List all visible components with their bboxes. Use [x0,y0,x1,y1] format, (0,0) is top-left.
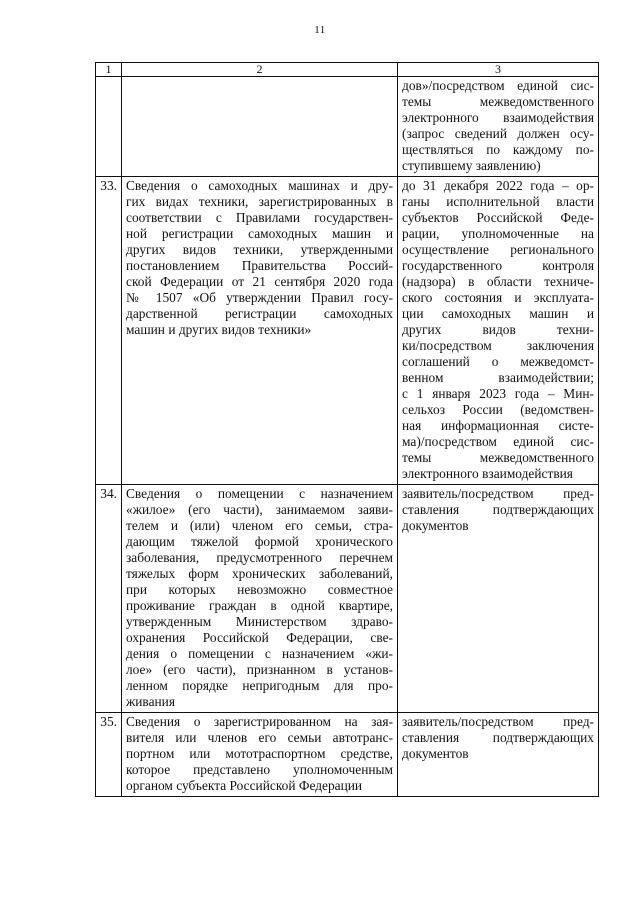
text-line: Сведения о самоходных машинах и дру- [126,178,393,193]
text-line: заболевания, предусмотренного перечнем [126,550,393,565]
text-line: тяжелых форм хронических заболеваний, [126,566,393,581]
text-line: темы межведомственного [402,450,594,465]
text-line: венном взаимодействии; [402,370,594,385]
text-line: Сведения о зарегистрированном на зая- [126,714,393,729]
row-number: 35. [96,713,122,797]
text-line: рации, уполномоченные на [402,226,594,241]
text-line: соответствии с Правилами государствен- [126,210,393,225]
info-source-cell [398,177,599,485]
text-line: документов [402,518,469,533]
info-source-cell [398,77,599,177]
text-line: ществляться по каждому по- [402,142,594,157]
text-line: государственного контроля [402,258,594,273]
text-line: дающим тяжелой формой хронического [126,534,393,549]
info-source-cell [398,713,599,797]
info-description-cell [122,485,398,713]
table-row [96,77,599,177]
info-source-cell [398,485,599,713]
text-line: при которых невозможно совместное [126,582,393,597]
info-description-cell [122,177,398,485]
text-line: сельхоз России (ведомствен- [402,402,594,417]
header-col-1: 1 [96,63,122,77]
requirements-table [95,62,599,797]
table-row [96,485,599,713]
text-line: гих видах техники, зарегистрированных в [126,194,393,209]
text-line: ной регистрации самоходных машин и [126,226,393,241]
text-line: других видов техни- [402,322,594,337]
text-line: (надзора) в области техниче- [402,274,594,289]
text-line: № 1507 «Об утверждении Правил госу- [126,290,393,305]
text-line: заявитель/посредством пред- [402,714,594,729]
text-line: ки/посредством заключения [402,338,594,353]
info-description-cell [122,713,398,797]
text-line: документов [402,746,469,761]
text-line: Сведения о помещении с назначением [126,486,393,501]
text-line: ставления подтверждающих [402,730,594,745]
text-line: утвержденным Министерством здраво- [126,614,393,629]
text-line: ции самоходных машин и [402,306,594,321]
text-line: которое представлено уполномоченным [126,762,393,777]
header-col-2: 2 [122,63,398,77]
text-line: ма)/посредством единой сис- [402,434,594,449]
text-line: дов»/посредством единой сис- [402,78,594,93]
text-line: ской Федерации от 21 сентября 2020 года [126,274,393,289]
text-line: охранения Российской Федерации, све- [126,630,393,645]
text-line: с 1 января 2023 года – Мин- [402,386,594,401]
text-line: осуществление регионального [402,242,594,257]
text-line: дения о помещении с назначением «жи- [126,646,393,661]
text-line: «жилое» (его части), занимаемом заяви- [126,502,393,517]
text-line: живания [126,694,175,709]
text-line: дарственной регистрации самоходных [126,306,393,321]
text-line: субъектов Российской Феде- [402,210,594,225]
text-line: ленном порядке непригодным для про- [126,678,393,693]
text-line: темы межведомственного [402,94,594,109]
text-line: электронного взаимодействия [402,466,573,481]
row-number [96,77,122,177]
text-line: портном или мототраспортном средстве, [126,746,393,761]
page-number: 11 [314,24,326,36]
info-description-cell [122,77,398,177]
text-line: проживание граждан в одной квартире, [126,598,393,613]
text-line: телем и (или) членом его семьи, стра- [126,518,393,533]
text-line: (запрос сведений должен осу- [402,126,594,141]
text-line: заявитель/посредством пред- [402,486,594,501]
text-line: других видов техники, утвержденными [126,242,393,257]
row-number: 34. [96,485,122,713]
text-line: ставления подтверждающих [402,502,594,517]
text-line: лое» (его части), признанном в установ- [126,662,393,677]
text-line: ступившему заявлению) [402,158,541,173]
text-line: ная информационная систе- [402,418,594,433]
text-line: машин и других видов техники» [126,322,312,337]
text-line: ганы исполнительной власти [402,194,594,209]
text-line: соглашений о межведомст- [402,354,594,369]
header-col-3: 3 [398,63,599,77]
text-line: органом субъекта Российской Федерации [126,778,363,793]
text-line: электронного взаимодействия [402,110,594,125]
row-number: 33. [96,177,122,485]
table-row [96,177,599,485]
table-row [96,713,599,797]
table-header-row [96,63,599,77]
text-line: постановлением Правительства Россий- [126,258,393,273]
text-line: до 31 декабря 2022 года – ор- [402,178,594,193]
text-line: вителя или членов его семьи автотранс- [126,730,393,745]
text-line: ского состояния и эксплуата- [402,290,594,305]
